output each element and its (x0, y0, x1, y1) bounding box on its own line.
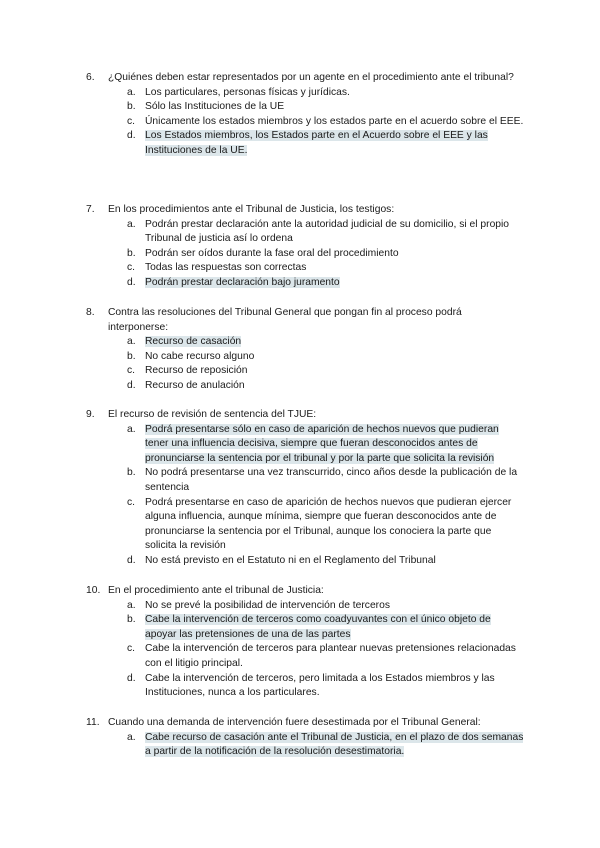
question-text: 10. En el procedimiento ante el tribunal de Justicia: (0, 584, 523, 599)
question-6 (0, 71, 600, 159)
option-a-highlighted: a. Podrá presentarse sólo en caso de aparición de hechos nuevos que pudieran tener una influencia decisiva, siempre que fueran desconocidos antes de pronunciarse la sentencia por el tribunal y por la parte que solicita la revisión (127, 423, 499, 464)
option-a: a. Podrán prestar declaración ante la autoridad judicial de su domicilio, si el propio Tribunal de justicia así lo ordena (127, 218, 510, 245)
option-a-highlighted: a. Cabe recurso de casación ante el Tribunal de Justicia, en el plazo de dos semanas a partir de la notificación de la resolución desestimatoria. (127, 731, 524, 758)
question-number: 11. (86, 717, 100, 728)
option-a-highlighted: a. Recurso de casación (127, 336, 242, 348)
option-a: a. Los particulares, personas físicas y jurídicas. (127, 86, 350, 98)
option-a: a. No se prevé la posibilidad de intervención de terceros (127, 599, 390, 611)
question-text: 7. En los procedimientos ante el Tribunal de Justicia, los testigos: (0, 203, 523, 218)
option-c: c. Únicamente los estados miembros y los estados parte en el acuerdo sobre el EEE. (127, 115, 524, 127)
option-c: c. Recurso de reposición (127, 365, 248, 377)
question-9 (0, 408, 600, 569)
question-text: 8. Contra las resoluciones del Tribunal General que pongan fin al proceso podrá interponerse: (86, 307, 462, 333)
question-number: 8. (86, 307, 95, 318)
option-c: c. Podrá presentarse en caso de aparición de hechos nuevos que pudieran ejercer alguna influencia, aunque mínima, siempre que fueran desconocidos ante de pronunciarse la sentencia por el Tribunal, aunque los conociera la parte que solicita la revisión (127, 496, 512, 552)
option-b: b. Podrán ser oídos durante la fase oral del procedimiento (127, 247, 399, 259)
option-d-highlighted: d. Los Estados miembros, los Estados parte en el Acuerdo sobre el EEE y las Instituciones de la UE. (127, 130, 488, 156)
option-c: c. Cabe la intervención de terceros para plantear nuevas pretensiones relacionadas con el litigio principal. (127, 643, 516, 669)
option-d-highlighted: d. Podrán prestar declaración bajo juramento (127, 276, 340, 288)
option-b: b. No podrá presentarse una vez transcurrido, cinco años desde la publicación de la sentencia (127, 467, 518, 493)
option-b-highlighted: b. Cabe la intervención de terceros como coadyuvantes con el único objeto de apoyar las pretensiones de una de las partes (127, 614, 491, 640)
question-number: 7. (86, 204, 95, 215)
question-7 (0, 203, 600, 291)
option-d: d. No está previsto en el Estatuto ni en el Reglamento del Tribunal (127, 554, 436, 566)
question-text: 9. El recurso de revisión de sentencia del TJUE: (0, 408, 523, 423)
question-text: 11. Cuando una demanda de intervención fuere desestimada por el Tribunal General: (0, 716, 523, 731)
question-8 (0, 306, 600, 394)
option-d: d. Cabe la intervención de terceros, pero limitada a los Estados miembros y las Instituciones, nunca a los particulares. (127, 672, 495, 699)
question-11 (0, 716, 600, 760)
option-b: b. No cabe recurso alguno (127, 350, 255, 362)
question-number: 9. (86, 409, 95, 420)
option-c: c. Todas las respuestas son correctas (127, 262, 307, 274)
question-10 (0, 584, 600, 701)
question-text: 6. ¿Quiénes deben estar representados por un agente en el procedimiento ante el tribunal? (0, 71, 523, 86)
option-d: d. Recurso de anulación (127, 379, 245, 391)
question-number: 6. (86, 72, 95, 83)
question-number: 10. (86, 585, 101, 596)
option-b: b. Sólo las Instituciones de la UE (127, 101, 285, 113)
